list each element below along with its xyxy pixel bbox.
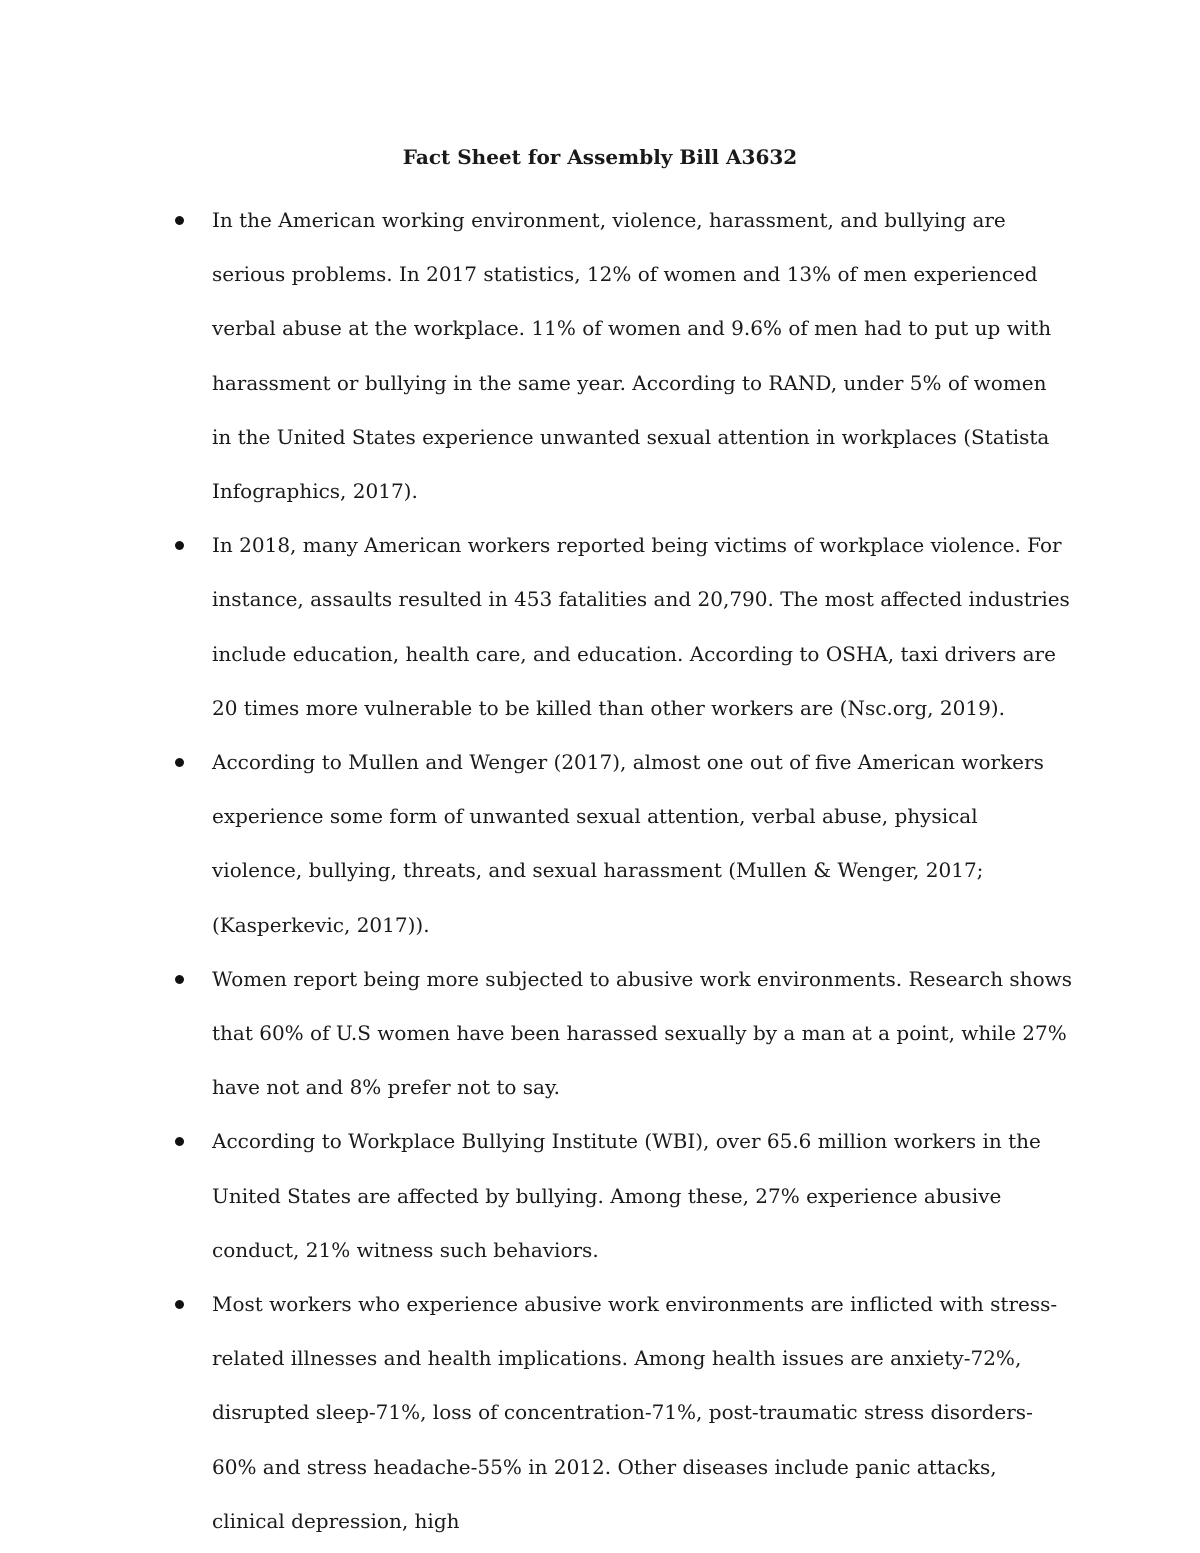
bullet-text: In the American working environment, violence, harassment, and bullying are serious problems. In 2017 statistics, 12% of women and 13% of men experienced verbal abuse at the workplace. 11% of women and 9.6% of men had to put up with harassment or bullying in the same year. According to RAND, under 5% of women in the United States experience unwanted sexual attention in workplaces (Statista Infographics, 2017). [212, 208, 1052, 504]
list-item [212, 518, 1072, 735]
list-item [212, 193, 1072, 518]
bullet-text: Women report being more subjected to abusive work environments. Research shows that 60% of U.S women have been harassed sexually by a man at a point, while 27% have not and 8% prefer not to say. [212, 966, 1072, 1100]
bullet-text: Most workers who experience abusive work environments are inflicted with stress-related illnesses and health implications. Among health issues are anxiety-72%, disrupted sleep-71%, loss of concentration-71%, post-traumatic stress disorders-60% and stress headache-55% in 2012. Other diseases include panic attacks, clinical depression, high [212, 1292, 1058, 1533]
list-item [212, 952, 1072, 1115]
bullet-text: According to Workplace Bullying Institute (WBI), over 65.6 million workers in the United States are affected by bullying. Among these, 27% experience abusive conduct, 21% witness such behaviors. [212, 1129, 1041, 1262]
bullet-icon [175, 1300, 184, 1309]
bullet-icon [175, 975, 184, 984]
bullet-list [212, 193, 1072, 1548]
bullet-text: In 2018, many American workers reported being victims of workplace violence. For instance, assaults resulted in 453 fatalities and 20,790. The most affected industries include education, health care, and education. According to OSHA, taxi drivers are 20 times more vulnerable to be killed than other workers are (Nsc.org, 2019). [212, 533, 1070, 720]
bullet-text: According to Mullen and Wenger (2017), almost one out of five American workers experience some form of unwanted sexual attention, verbal abuse, physical violence, bullying, threats, and sexual harassment (Mullen & Wenger, 2017; (Kasperkevic, 2017)). [212, 750, 1044, 937]
bullet-icon [175, 541, 184, 550]
bullet-icon [175, 216, 184, 225]
list-item [212, 1114, 1072, 1277]
bullet-icon [175, 758, 184, 767]
list-item [212, 1277, 1072, 1548]
bullet-icon [175, 1137, 184, 1146]
document-title: Fact Sheet for Assembly Bill A3632 [402, 145, 798, 169]
list-item [212, 735, 1072, 952]
